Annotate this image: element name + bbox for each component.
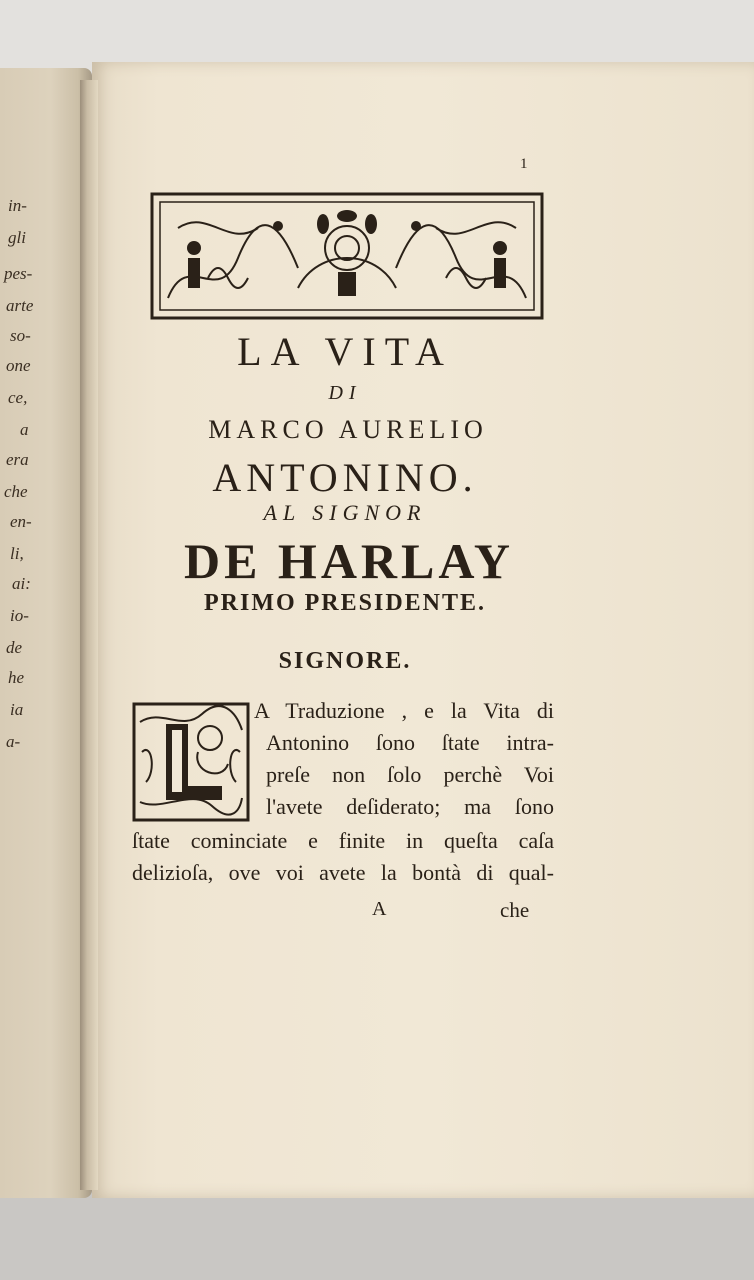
facing-fragment: in- [8, 196, 27, 215]
title-line-al-signor: AL SIGNOR [263, 500, 427, 525]
title-line-primo-presidente: PRIMO PRESIDENTE. [203, 590, 487, 616]
facing-fragment: en- [10, 512, 32, 531]
facing-fragment: he [8, 668, 25, 687]
title-line-de-harlay: DE HARLAY [183, 533, 515, 589]
background-bottom [0, 1190, 754, 1280]
facing-fragment: one [6, 356, 31, 375]
facing-fragment: gli [8, 228, 26, 247]
facing-fragment: pes- [4, 264, 33, 283]
facing-fragment: era [6, 450, 29, 469]
catchword: che [500, 898, 530, 922]
text-line: delizioſa, ove voi avete la bontà di qual- [132, 860, 554, 885]
title-line-antonino: ANTONINO. [212, 455, 478, 500]
facing-fragment: che [4, 482, 28, 501]
text-line: ſtate cominciate e finite in queſta caſa [132, 828, 554, 853]
decorated-initial-l [132, 702, 250, 822]
text-line: A Traduzione , e la Vita di [254, 698, 554, 723]
text-line: l'avete deſiderato; ma ſono [266, 794, 554, 819]
facing-fragment: de [6, 638, 23, 657]
ornamental-headpiece [148, 188, 546, 324]
facing-fragment: ai: [12, 574, 31, 593]
title-line-marco-aurelio: MARCO AURELIO [208, 415, 488, 444]
signature-mark: A [372, 898, 387, 920]
page-number: 1 [520, 156, 528, 172]
text-line: Antonino ſono ſtate intra- [266, 730, 554, 755]
facing-fragment: arte [6, 296, 34, 315]
facing-fragment: io- [10, 606, 29, 625]
facing-fragment: so- [10, 326, 31, 345]
facing-fragment: ia [10, 700, 24, 719]
facing-fragment: ce, [8, 388, 28, 407]
facing-fragment: li, [10, 544, 24, 563]
facing-fragment: a [20, 420, 29, 439]
book-gutter [80, 80, 98, 1190]
facing-page [0, 68, 92, 1198]
text-line: preſe non ſolo perchè Voi [266, 762, 554, 787]
facing-fragment: a- [6, 732, 21, 751]
title-line-la-vita: LA VITA [237, 329, 453, 374]
title-line-di: DI [328, 382, 362, 404]
salutation: SIGNORE. [278, 648, 412, 674]
